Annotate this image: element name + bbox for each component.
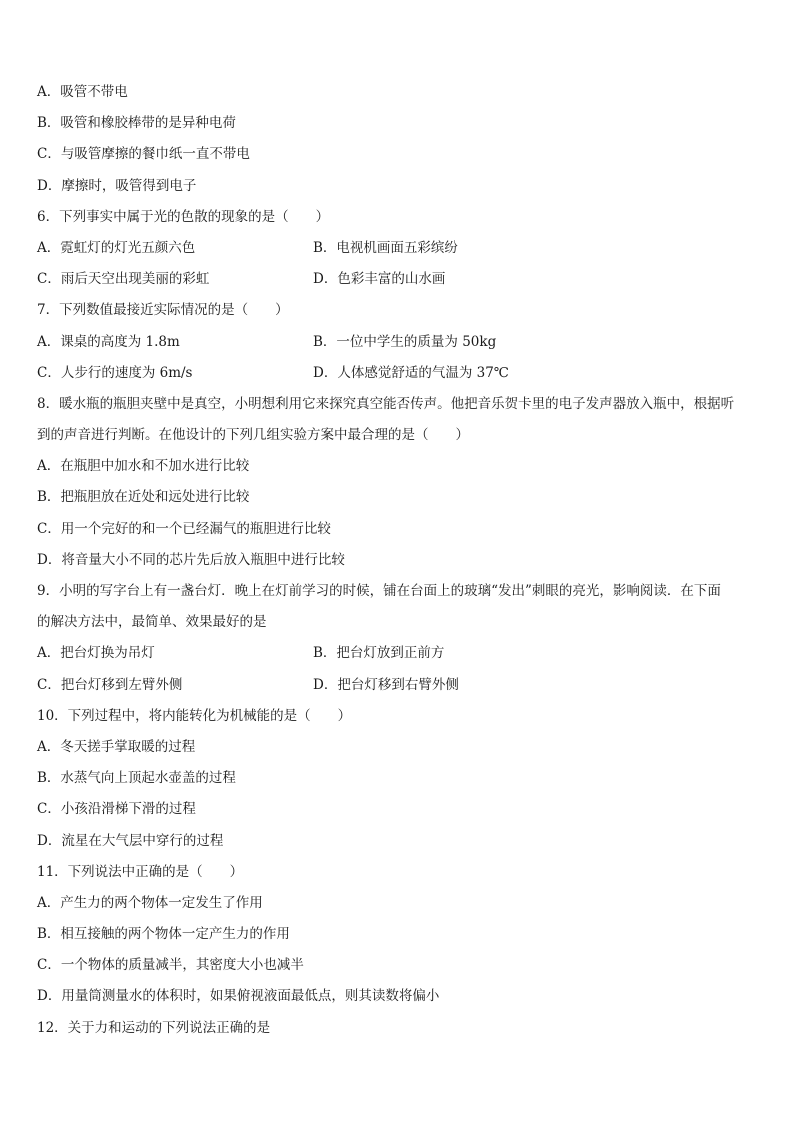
- q11-option-d: D．用量筒测量水的体积时，如果俯视液面最低点，则其读数将偏小: [37, 988, 440, 1005]
- q11-option-c: C．一个物体的质量减半，其密度大小也减半: [37, 957, 304, 974]
- q9-options-row-2: [37, 670, 767, 701]
- q10-option-b: B．水蒸气向上顶起水壶盖的过程: [37, 770, 236, 787]
- q5-option-d: D．摩擦时，吸管得到电子: [37, 177, 197, 194]
- q6-options-row-2: [37, 264, 767, 295]
- q8-stem-line-2: 到的声音进行判断。在他设计的下列几组实验方案中最合理的是（ ）: [37, 427, 469, 444]
- q9-stem-line-1: 9．小明的写字台上有一盏台灯．晚上在灯前学习的时候，铺在台面上的玻璃“发出”刺眼的亮光，影响阅读．在下面: [37, 583, 721, 599]
- q11-option-b: B．相互接触的两个物体一定产生力的作用: [37, 926, 290, 943]
- q6-option-d: D．色彩丰富的山水画: [313, 271, 446, 288]
- q11-option-a: A．产生力的两个物体一定发生了作用: [37, 894, 263, 911]
- q7-option-c: C．人步行的速度为 6m/s: [37, 364, 193, 381]
- q5-option-b: B．吸管和橡胶棒带的是异种电荷: [37, 115, 236, 132]
- q6-option-a: A．霓虹灯的灯光五颜六色: [37, 239, 196, 256]
- q6-option-b: B．电视机画面五彩缤纷: [313, 239, 458, 256]
- q11-stem: 11．下列说法中正确的是（ ）: [37, 863, 244, 880]
- q8-option-a: A．在瓶胆中加水和不加水进行比较: [37, 458, 250, 475]
- q5-option-c: C．与吸管摩擦的餐巾纸一直不带电: [37, 146, 250, 163]
- q9-option-d: D．把台灯移到右臂外侧: [313, 676, 459, 693]
- exam-page: [37, 77, 767, 1044]
- q8-option-d: D．将音量大小不同的芯片先后放入瓶胆中进行比较: [37, 551, 345, 568]
- q6-option-c: C．雨后天空出现美丽的彩虹: [37, 271, 210, 288]
- q9-option-b: B．把台灯放到正前方: [313, 645, 445, 662]
- q7-options-row-1: [37, 327, 767, 358]
- q9-options-row-1: [37, 638, 767, 669]
- q7-options-row-2: [37, 358, 767, 389]
- q10-option-d: D．流星在大气层中穿行的过程: [37, 832, 224, 849]
- q7-stem: 7．下列数值最接近实际情况的是（ ）: [37, 302, 289, 319]
- q7-option-b: B．一位中学生的质量为 50kg: [313, 333, 497, 350]
- q10-option-a: A．冬天搓手掌取暖的过程: [37, 738, 196, 755]
- q6-options-row-1: [37, 233, 767, 264]
- q10-option-c: C．小孩沿滑梯下滑的过程: [37, 801, 196, 818]
- q8-option-b: B．把瓶胆放在近处和远处进行比较: [37, 489, 250, 506]
- q12-stem: 12．关于力和运动的下列说法正确的是: [37, 1019, 271, 1036]
- q5-option-a: A．吸管不带电: [37, 84, 128, 100]
- q7-option-d: D．人体感觉舒适的气温为 37℃: [313, 364, 509, 381]
- q10-stem: 10．下列过程中，将内能转化为机械能的是（ ）: [37, 707, 352, 724]
- q9-stem-line-2: 的解决方法中，最简单、效果最好的是: [37, 614, 267, 631]
- q8-option-c: C．用一个完好的和一个已经漏气的瓶胆进行比较: [37, 520, 331, 537]
- q9-option-c: C．把台灯移到左臂外侧: [37, 676, 183, 693]
- q7-option-a: A．课桌的高度为 1.8m: [37, 333, 180, 350]
- q8-stem-line-1: 8．暖水瓶的瓶胆夹壁中是真空，小明想利用它来探究真空能否传声。他把音乐贺卡里的电子发声器放入瓶中，根据听: [37, 395, 735, 412]
- q6-stem: 6．下列事实中属于光的色散的现象的是（ ）: [37, 208, 330, 225]
- q9-option-a: A．把台灯换为吊灯: [37, 645, 155, 662]
